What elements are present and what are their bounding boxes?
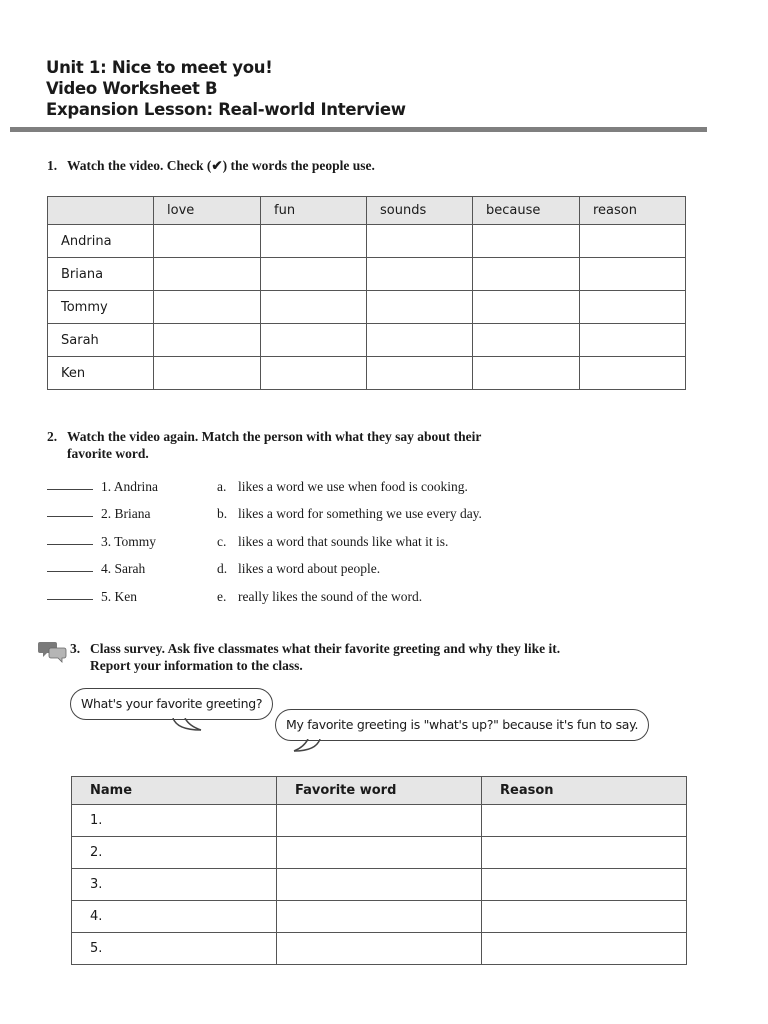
question-1-number: 1. <box>47 158 58 173</box>
favorite-word-cell[interactable] <box>277 869 482 901</box>
match-statement: likes a word that sounds like what it is. <box>238 534 449 549</box>
speech-bubble-answer-text: My favorite greeting is "what's up?" because it's fun to say. <box>286 717 639 732</box>
bubble-tail <box>171 718 207 734</box>
table-row <box>72 933 687 965</box>
answer-blank[interactable] <box>47 544 93 545</box>
match-statement: likes a word we use when food is cooking. <box>238 479 468 494</box>
check-cell[interactable] <box>367 225 473 258</box>
check-cell[interactable] <box>580 258 686 291</box>
match-letter: e. <box>217 589 227 604</box>
match-statement: really likes the sound of the word. <box>238 589 423 604</box>
favorite-word-cell[interactable] <box>277 933 482 965</box>
match-person: 1. Andrina <box>101 479 158 494</box>
question-2-line-1: Watch the video again. Match the person with what they say about their <box>67 429 482 444</box>
favorite-word-cell[interactable] <box>277 805 482 837</box>
check-cell[interactable] <box>580 291 686 324</box>
check-cell[interactable] <box>261 258 367 291</box>
question-1 <box>47 157 375 174</box>
check-cell[interactable] <box>154 291 261 324</box>
reason-cell[interactable] <box>482 837 687 869</box>
row-number[interactable]: 5. <box>72 933 277 965</box>
column-header: reason <box>580 197 686 225</box>
question-3 <box>70 640 560 674</box>
table-row <box>72 805 687 837</box>
favorite-word-cell[interactable] <box>277 837 482 869</box>
question-2-line-2: favorite word. <box>67 446 149 461</box>
column-header: because <box>473 197 580 225</box>
worksheet-header <box>46 57 406 120</box>
speech-bubble-question-text: What's your favorite greeting? <box>81 696 263 711</box>
check-cell[interactable] <box>473 225 580 258</box>
survey-table <box>71 776 687 965</box>
check-cell[interactable] <box>473 291 580 324</box>
row-number[interactable]: 2. <box>72 837 277 869</box>
worksheet-title: Video Worksheet B <box>46 79 218 98</box>
matching-exercise <box>47 479 567 609</box>
table-row <box>72 901 687 933</box>
question-3-line-1: Class survey. Ask five classmates what their favorite greeting and why they like it. <box>90 641 561 656</box>
match-letter: b. <box>217 506 228 521</box>
match-person: 5. Ken <box>101 589 137 604</box>
check-cell[interactable] <box>367 291 473 324</box>
person-name: Ken <box>48 357 154 390</box>
check-cell[interactable] <box>154 357 261 390</box>
column-header: Name <box>72 777 277 805</box>
table-row <box>48 324 686 357</box>
column-header: fun <box>261 197 367 225</box>
match-person: 2. Briana <box>101 506 151 521</box>
answer-blank[interactable] <box>47 489 93 490</box>
check-cell[interactable] <box>261 357 367 390</box>
person-name: Briana <box>48 258 154 291</box>
match-statement: likes a word for something we use every day. <box>238 506 482 521</box>
answer-blank[interactable] <box>47 599 93 600</box>
table-row <box>48 258 686 291</box>
column-header: Reason <box>482 777 687 805</box>
question-3-line-2: Report your information to the class. <box>90 658 303 673</box>
unit-title: Unit 1: Nice to meet you! <box>46 58 273 77</box>
table-header-row <box>48 197 686 225</box>
check-cell[interactable] <box>367 357 473 390</box>
table-row <box>72 837 687 869</box>
favorite-word-cell[interactable] <box>277 901 482 933</box>
check-cell[interactable] <box>473 258 580 291</box>
check-cell[interactable] <box>154 225 261 258</box>
question-3-number: 3. <box>70 641 81 656</box>
row-number[interactable]: 3. <box>72 869 277 901</box>
reason-cell[interactable] <box>482 805 687 837</box>
check-cell[interactable] <box>367 258 473 291</box>
check-cell[interactable] <box>473 324 580 357</box>
check-cell[interactable] <box>261 291 367 324</box>
question-2 <box>47 428 481 462</box>
check-cell[interactable] <box>261 324 367 357</box>
column-header: sounds <box>367 197 473 225</box>
row-number[interactable]: 4. <box>72 901 277 933</box>
lesson-title: Expansion Lesson: Real-world Interview <box>46 100 406 119</box>
header-divider <box>10 127 707 132</box>
check-cell[interactable] <box>154 324 261 357</box>
empty-header-cell <box>48 197 154 225</box>
reason-cell[interactable] <box>482 933 687 965</box>
match-letter: c. <box>217 534 227 549</box>
table-header-row <box>72 777 687 805</box>
table-row <box>48 357 686 390</box>
person-name: Sarah <box>48 324 154 357</box>
answer-blank[interactable] <box>47 571 93 572</box>
check-cell[interactable] <box>367 324 473 357</box>
word-check-table <box>47 196 686 390</box>
bubble-tail <box>290 739 324 755</box>
reason-cell[interactable] <box>482 901 687 933</box>
check-cell[interactable] <box>580 324 686 357</box>
match-person: 4. Sarah <box>101 561 146 576</box>
check-cell[interactable] <box>580 357 686 390</box>
check-cell[interactable] <box>154 258 261 291</box>
match-letter: d. <box>217 561 228 576</box>
column-header: Favorite word <box>277 777 482 805</box>
speech-bubble-answer <box>275 709 649 741</box>
column-header: love <box>154 197 261 225</box>
row-number[interactable]: 1. <box>72 805 277 837</box>
check-cell[interactable] <box>580 225 686 258</box>
table-row <box>48 225 686 258</box>
person-name: Andrina <box>48 225 154 258</box>
speech-bubble-question <box>70 688 273 720</box>
speech-bubbles-icon <box>38 639 68 663</box>
match-person: 3. Tommy <box>101 534 157 549</box>
table-row <box>72 869 687 901</box>
question-1-text: Watch the video. Check (✔) the words the people use. <box>67 158 375 173</box>
match-statement: likes a word about people. <box>238 561 381 576</box>
answer-blank[interactable] <box>47 516 93 517</box>
person-name: Tommy <box>48 291 154 324</box>
table-row <box>48 291 686 324</box>
check-cell[interactable] <box>261 225 367 258</box>
match-letter: a. <box>217 479 227 494</box>
check-cell[interactable] <box>473 357 580 390</box>
question-2-number: 2. <box>47 429 58 444</box>
reason-cell[interactable] <box>482 869 687 901</box>
